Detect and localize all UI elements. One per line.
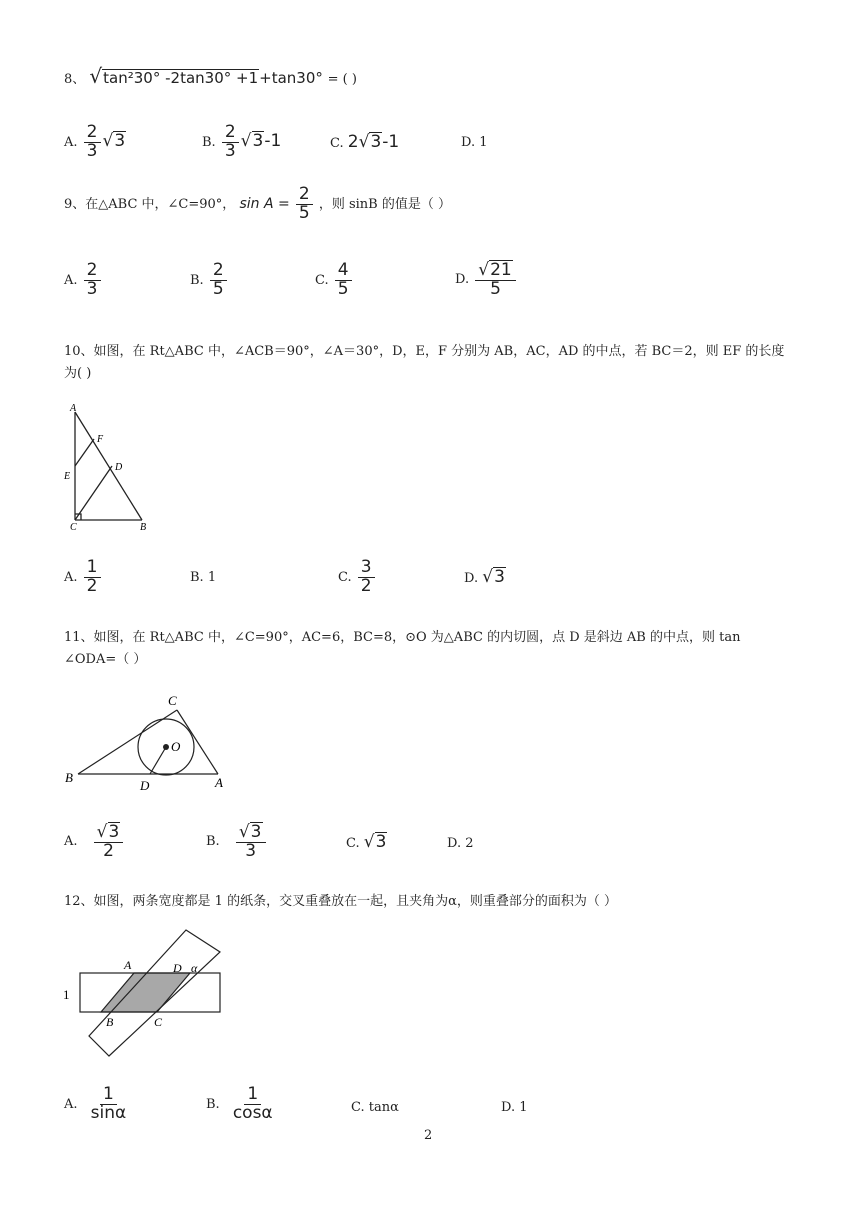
denominator: 3	[86, 140, 98, 161]
q9-text-pre: 9、在△ABC 中，∠C=90°，	[64, 196, 236, 212]
fraction	[230, 1086, 276, 1123]
denominator: 2	[103, 840, 114, 861]
q9-text-post: ，则 sinB 的值是（ ）	[318, 196, 451, 212]
radicand: 3	[252, 130, 264, 151]
fraction: $\frac{√21}{5}$	[475, 260, 515, 299]
q11-option-a[interactable]	[64, 822, 125, 861]
fraction: $\frac{√3}{3}$	[236, 822, 266, 861]
label-c: C	[70, 522, 77, 533]
fraction	[222, 124, 239, 161]
radicand: 3	[375, 832, 387, 852]
denominator: 3	[86, 278, 98, 299]
q11-option-d[interactable]	[447, 836, 474, 851]
label-a: A	[215, 775, 223, 790]
denominator: 2	[86, 575, 98, 596]
numerator: 2	[210, 262, 227, 281]
q11-figure	[60, 690, 240, 795]
q9-option-c[interactable]	[315, 262, 354, 299]
tail: -1	[264, 130, 282, 151]
question-11-line2: ∠ODA=（ ）	[64, 652, 147, 667]
option-text: tanα	[368, 1100, 399, 1115]
numerator: 2	[222, 124, 239, 143]
question-12-line1: 12、如图，两条宽度都是 1 的纸条，交叉重叠放在一起，且夹角为α，则重叠部分的面积为（ ）	[64, 894, 617, 909]
q8-option-b[interactable]	[202, 124, 281, 161]
q9-sin-a: sin A =	[239, 195, 290, 212]
label-b: B	[140, 522, 147, 533]
label-d: D	[115, 462, 123, 473]
denominator: cosα	[232, 1102, 273, 1123]
option-label: D.	[447, 836, 462, 851]
numerator: 2	[84, 262, 101, 281]
q8-option-d[interactable]	[461, 135, 488, 150]
q8-radicand: tan²30° -2tan30° +1	[103, 69, 259, 87]
side-ca	[177, 710, 218, 774]
option-label: A.	[64, 569, 78, 585]
radical: √3	[363, 832, 387, 852]
q12-figure	[60, 922, 240, 1067]
numerator: 4	[335, 262, 352, 281]
radical: √3	[482, 567, 505, 587]
option-label: B.	[206, 833, 220, 849]
q8-option-a[interactable]	[64, 124, 126, 161]
option-label: A.	[64, 272, 78, 288]
q11-option-b[interactable]	[206, 822, 268, 861]
segment-od	[150, 747, 166, 774]
option-text: 2	[465, 836, 474, 851]
numerator: 3	[358, 559, 375, 578]
q10-option-a[interactable]	[64, 559, 103, 596]
segment-cd	[75, 466, 112, 520]
numerator: 1	[84, 559, 101, 578]
label-a: A	[70, 403, 77, 414]
question-10-line2: 为( )	[64, 366, 92, 381]
label-e: E	[64, 471, 71, 482]
denominator: 2	[360, 575, 372, 596]
option-label: C.	[346, 836, 360, 851]
q10-figure	[60, 400, 160, 535]
fraction	[358, 559, 375, 596]
question-8	[64, 64, 357, 88]
numerator: 2	[296, 186, 313, 205]
question-9	[64, 186, 451, 223]
numerator: 1	[100, 1086, 117, 1105]
option-label: B.	[202, 134, 216, 150]
q8a-radical: √3	[102, 130, 126, 151]
label-d: D	[173, 961, 182, 975]
option-text: 1	[479, 135, 488, 150]
question-10-line1: 10、如图，在 Rt△ABC 中，∠ACB＝90°，∠A＝30°，D，E，F 分别为 AB，AC，AD 的中点，若 BC＝2，则 EF 的长度	[64, 344, 785, 359]
option-label: A.	[64, 833, 78, 849]
option-label: B.	[190, 570, 204, 585]
numerator: 1	[244, 1086, 261, 1105]
tail: -1	[382, 132, 400, 152]
q11-option-c[interactable]	[346, 832, 387, 852]
coefficient: 2	[347, 132, 359, 152]
label-c: C	[154, 1015, 163, 1029]
radicand: 3	[370, 132, 382, 152]
segment-ef	[75, 439, 94, 466]
radicand: 3	[114, 130, 126, 151]
option-label: C.	[338, 569, 352, 585]
option-label: D.	[461, 135, 476, 150]
option-label: B.	[206, 1096, 220, 1112]
fraction	[210, 262, 227, 299]
fraction	[84, 559, 101, 596]
denominator: 3	[224, 140, 236, 161]
radical-sign-icon: √	[89, 64, 103, 88]
denominator: 5	[298, 202, 310, 223]
fraction	[88, 1086, 130, 1123]
q9-option-a[interactable]	[64, 262, 103, 299]
fraction: $\frac{√3}{2}$	[94, 822, 124, 861]
q8-prefix: 8、	[64, 72, 86, 87]
q9-fraction	[296, 186, 313, 223]
denominator: 5	[337, 278, 349, 299]
option-label: C.	[351, 1100, 365, 1115]
q10-option-d[interactable]	[464, 567, 506, 587]
numerator: 2	[84, 124, 101, 143]
label-b: B	[65, 770, 73, 785]
q8-suffix: = ( )	[327, 72, 357, 87]
option-label: C.	[330, 136, 344, 151]
label-one: 1	[63, 987, 70, 1002]
option-label: B.	[190, 272, 204, 288]
label-a: A	[124, 958, 132, 972]
q12-option-a[interactable]	[64, 1086, 131, 1123]
q10-option-b[interactable]	[190, 570, 216, 585]
question-11-line1: 11、如图，在 Rt△ABC 中，∠C=90°，AC=6，BC=8，⊙O 为△ABC 的内切圆，点 D 是斜边 AB 的中点，则 tan	[64, 630, 741, 645]
q9-option-b[interactable]	[190, 262, 229, 299]
label-alpha: α	[191, 961, 198, 975]
option-label: A.	[64, 1096, 78, 1112]
radicand: 3	[250, 822, 262, 842]
label-b: B	[106, 1015, 114, 1029]
option-label: C.	[315, 272, 329, 288]
page-number: 2	[424, 1128, 433, 1143]
radicand: 21	[490, 260, 512, 280]
fraction	[335, 262, 352, 299]
fraction	[84, 262, 101, 299]
option-label: A.	[64, 134, 78, 150]
denominator: 3	[245, 840, 257, 861]
q12-option-d[interactable]	[501, 1100, 528, 1115]
q8-option-c[interactable]	[330, 132, 399, 152]
q9-option-d[interactable]	[455, 260, 518, 299]
q8b-radical: √3-1	[240, 130, 282, 151]
center-o-dot	[163, 744, 169, 750]
label-c: C	[168, 693, 177, 708]
label-f: F	[97, 434, 104, 445]
option-label: D.	[501, 1100, 516, 1115]
radicand: 3	[494, 567, 505, 587]
side-ab	[75, 412, 142, 520]
q8-plus-term: +tan30°	[259, 69, 323, 87]
q10-option-c[interactable]	[338, 559, 377, 596]
denominator: sinα	[90, 1102, 127, 1123]
option-label: D.	[464, 571, 479, 586]
label-o: O	[171, 739, 181, 754]
label-d: D	[140, 778, 150, 793]
q12-option-c[interactable]	[351, 1100, 399, 1115]
q8c-expression: 2√3-1	[347, 132, 400, 152]
denominator: 5	[212, 278, 224, 299]
q8-radical-expression	[89, 64, 327, 88]
radicand: 3	[108, 822, 120, 842]
q12-option-b[interactable]	[206, 1086, 278, 1123]
option-text: 1	[207, 570, 217, 585]
fraction	[84, 124, 101, 161]
denominator: 5	[490, 278, 501, 299]
option-label: D.	[455, 271, 470, 287]
option-text: 1	[519, 1100, 528, 1115]
